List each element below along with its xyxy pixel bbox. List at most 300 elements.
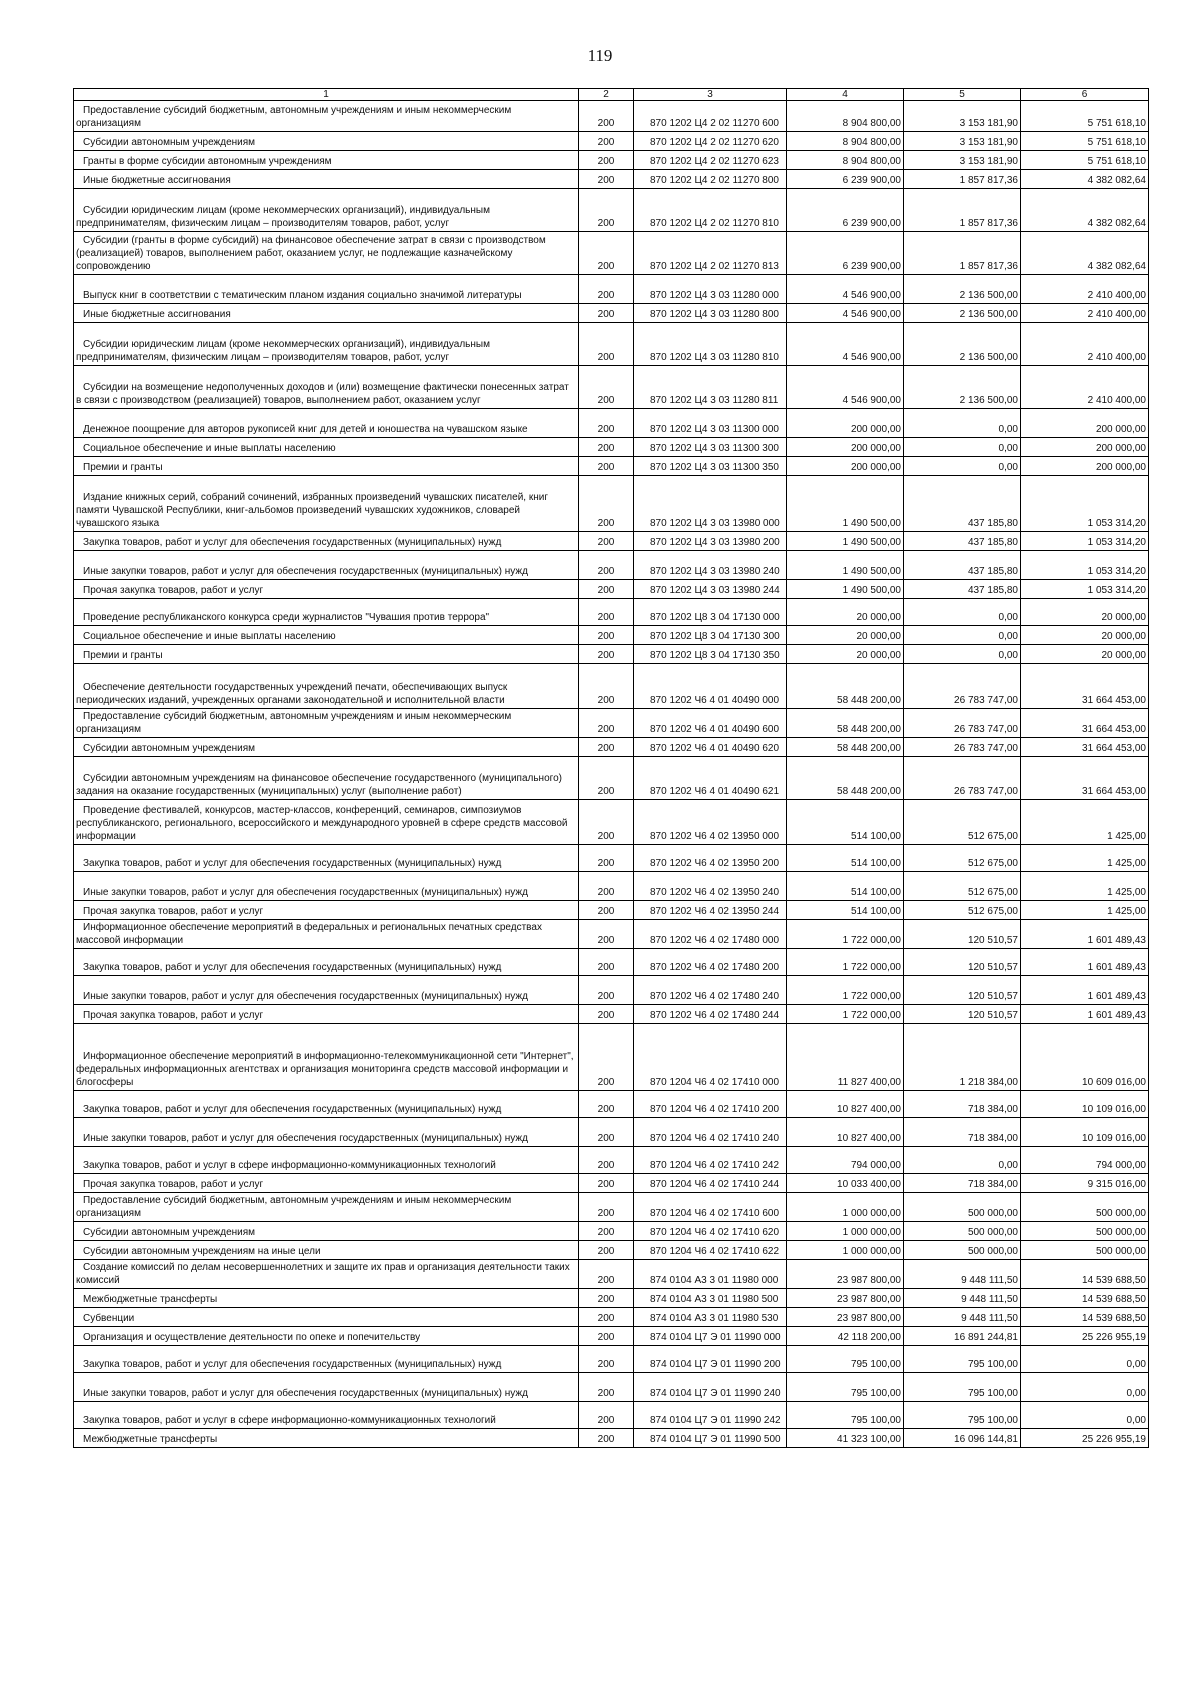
cell-executed-amount: 1 857 817,36 bbox=[904, 170, 1021, 189]
cell-unexecuted-amount: 0,00 bbox=[1021, 1402, 1149, 1429]
row-label: Закупка товаров, работ и услуг для обеспечения государственных (муниципальных) нужд bbox=[83, 537, 502, 548]
cell-name bbox=[74, 532, 579, 551]
cell-line-code: 200 bbox=[579, 409, 634, 438]
cell-executed-amount: 2 136 500,00 bbox=[904, 323, 1021, 366]
cell-unexecuted-amount: 14 539 688,50 bbox=[1021, 1260, 1149, 1289]
cell-line-code: 200 bbox=[579, 1222, 634, 1241]
cell-approved-amount: 514 100,00 bbox=[787, 800, 904, 845]
cell-unexecuted-amount: 1 601 489,43 bbox=[1021, 949, 1149, 976]
cell-approved-amount: 20 000,00 bbox=[787, 645, 904, 664]
cell-name bbox=[74, 949, 579, 976]
cell-approved-amount: 514 100,00 bbox=[787, 872, 904, 901]
table-row bbox=[74, 709, 1149, 738]
cell-unexecuted-amount: 31 664 453,00 bbox=[1021, 709, 1149, 738]
cell-line-code: 200 bbox=[579, 1327, 634, 1346]
cell-name bbox=[74, 438, 579, 457]
cell-budget-code: 874 0104 Ц7 Э 01 11990 242 bbox=[634, 1402, 787, 1429]
row-label: Предоставление субсидий бюджетным, автономным учреждениям и иным некоммерческим организациям bbox=[76, 711, 512, 735]
cell-executed-amount: 26 783 747,00 bbox=[904, 757, 1021, 800]
row-label: Прочая закупка товаров, работ и услуг bbox=[83, 1010, 264, 1021]
cell-line-code: 200 bbox=[579, 901, 634, 920]
cell-line-code: 200 bbox=[579, 1429, 634, 1448]
cell-line-code: 200 bbox=[579, 645, 634, 664]
cell-approved-amount: 10 033 400,00 bbox=[787, 1174, 904, 1193]
cell-unexecuted-amount: 2 410 400,00 bbox=[1021, 366, 1149, 409]
cell-approved-amount: 6 239 900,00 bbox=[787, 189, 904, 232]
row-label: Издание книжных серий, собраний сочинений, избранных произведений чувашских писателей, книг памяти Чувашской Республики, книг-альбомов произведений чувашских художников, словарей чувашского языка bbox=[76, 492, 548, 529]
row-label: Межбюджетные трансферты bbox=[83, 1434, 218, 1445]
cell-executed-amount: 718 384,00 bbox=[904, 1118, 1021, 1147]
cell-budget-code: 870 1202 Ц4 3 03 11280 811 bbox=[634, 366, 787, 409]
cell-budget-code: 870 1202 Ч6 4 02 13950 240 bbox=[634, 872, 787, 901]
table-body bbox=[74, 101, 1149, 1448]
cell-name bbox=[74, 845, 579, 872]
cell-executed-amount: 795 100,00 bbox=[904, 1402, 1021, 1429]
cell-executed-amount: 120 510,57 bbox=[904, 949, 1021, 976]
cell-executed-amount: 120 510,57 bbox=[904, 976, 1021, 1005]
row-label: Гранты в форме субсидии автономным учреждениям bbox=[83, 156, 332, 167]
cell-line-code: 200 bbox=[579, 170, 634, 189]
cell-budget-code: 870 1202 Ц4 2 02 11270 600 bbox=[634, 101, 787, 132]
cell-line-code: 200 bbox=[579, 457, 634, 476]
table-row bbox=[74, 757, 1149, 800]
cell-executed-amount: 3 153 181,90 bbox=[904, 101, 1021, 132]
cell-executed-amount: 512 675,00 bbox=[904, 872, 1021, 901]
cell-budget-code: 870 1202 Ч6 4 02 13950 000 bbox=[634, 800, 787, 845]
table-row bbox=[74, 366, 1149, 409]
cell-executed-amount: 16 096 144,81 bbox=[904, 1429, 1021, 1448]
row-label: Премии и гранты bbox=[83, 462, 163, 473]
row-label: Иные закупки товаров, работ и услуг для обеспечения государственных (муниципальных) нужд bbox=[83, 566, 528, 577]
cell-executed-amount: 500 000,00 bbox=[904, 1193, 1021, 1222]
cell-name bbox=[74, 1260, 579, 1289]
table-row bbox=[74, 132, 1149, 151]
cell-budget-code: 870 1202 Ч6 4 02 17480 200 bbox=[634, 949, 787, 976]
table-row bbox=[74, 580, 1149, 599]
table-row bbox=[74, 1429, 1149, 1448]
cell-budget-code: 870 1204 Ч6 4 02 17410 622 bbox=[634, 1241, 787, 1260]
row-label: Субсидии автономным учреждениям bbox=[83, 743, 256, 754]
cell-unexecuted-amount: 4 382 082,64 bbox=[1021, 232, 1149, 275]
cell-executed-amount: 9 448 111,50 bbox=[904, 1289, 1021, 1308]
row-label: Субсидии юридическим лицам (кроме некоммерческих организаций), индивидуальным предпринимателям, физическим лицам – производителям товаров, работ, услуг bbox=[76, 339, 490, 363]
cell-name bbox=[74, 738, 579, 757]
cell-budget-code: 870 1202 Ц8 3 04 17130 000 bbox=[634, 599, 787, 626]
cell-name bbox=[74, 366, 579, 409]
cell-approved-amount: 200 000,00 bbox=[787, 438, 904, 457]
cell-budget-code: 870 1202 Ц4 3 03 13980 244 bbox=[634, 580, 787, 599]
table-row bbox=[74, 845, 1149, 872]
cell-line-code: 200 bbox=[579, 1373, 634, 1402]
cell-budget-code: 870 1202 Ч6 4 02 17480 244 bbox=[634, 1005, 787, 1024]
cell-budget-code: 870 1202 Ц4 2 02 11270 800 bbox=[634, 170, 787, 189]
cell-budget-code: 870 1204 Ч6 4 02 17410 242 bbox=[634, 1147, 787, 1174]
cell-name bbox=[74, 580, 579, 599]
cell-budget-code: 870 1202 Ч6 4 01 40490 000 bbox=[634, 664, 787, 709]
header-cell: 2 bbox=[579, 89, 634, 101]
table-row bbox=[74, 645, 1149, 664]
cell-budget-code: 870 1202 Ч6 4 02 13950 244 bbox=[634, 901, 787, 920]
cell-unexecuted-amount: 500 000,00 bbox=[1021, 1193, 1149, 1222]
row-label: Иные закупки товаров, работ и услуг для обеспечения государственных (муниципальных) нужд bbox=[83, 1133, 528, 1144]
cell-unexecuted-amount: 500 000,00 bbox=[1021, 1241, 1149, 1260]
row-label: Иные закупки товаров, работ и услуг для обеспечения государственных (муниципальных) нужд bbox=[83, 1388, 528, 1399]
cell-budget-code: 870 1202 Ц8 3 04 17130 350 bbox=[634, 645, 787, 664]
cell-executed-amount: 500 000,00 bbox=[904, 1241, 1021, 1260]
table-row bbox=[74, 738, 1149, 757]
row-label: Организация и осуществление деятельности по опеке и попечительству bbox=[83, 1332, 421, 1343]
table-row bbox=[74, 1241, 1149, 1260]
cell-name bbox=[74, 1429, 579, 1448]
cell-approved-amount: 42 118 200,00 bbox=[787, 1327, 904, 1346]
cell-unexecuted-amount: 1 053 314,20 bbox=[1021, 476, 1149, 532]
cell-line-code: 200 bbox=[579, 1260, 634, 1289]
cell-executed-amount: 0,00 bbox=[904, 457, 1021, 476]
cell-unexecuted-amount: 5 751 618,10 bbox=[1021, 151, 1149, 170]
cell-name bbox=[74, 457, 579, 476]
cell-executed-amount: 718 384,00 bbox=[904, 1174, 1021, 1193]
cell-name bbox=[74, 976, 579, 1005]
cell-executed-amount: 437 185,80 bbox=[904, 580, 1021, 599]
cell-approved-amount: 6 239 900,00 bbox=[787, 232, 904, 275]
cell-budget-code: 870 1202 Ц4 3 03 13980 200 bbox=[634, 532, 787, 551]
cell-unexecuted-amount: 1 425,00 bbox=[1021, 872, 1149, 901]
cell-budget-code: 870 1202 Ч6 4 01 40490 600 bbox=[634, 709, 787, 738]
cell-line-code: 200 bbox=[579, 232, 634, 275]
cell-unexecuted-amount: 5 751 618,10 bbox=[1021, 132, 1149, 151]
table-row bbox=[74, 800, 1149, 845]
cell-executed-amount: 120 510,57 bbox=[904, 1005, 1021, 1024]
cell-executed-amount: 437 185,80 bbox=[904, 551, 1021, 580]
cell-unexecuted-amount: 2 410 400,00 bbox=[1021, 275, 1149, 304]
cell-budget-code: 870 1204 Ч6 4 02 17410 000 bbox=[634, 1024, 787, 1091]
cell-executed-amount: 0,00 bbox=[904, 438, 1021, 457]
cell-approved-amount: 41 323 100,00 bbox=[787, 1429, 904, 1448]
cell-line-code: 200 bbox=[579, 626, 634, 645]
cell-approved-amount: 4 546 900,00 bbox=[787, 323, 904, 366]
table-row bbox=[74, 872, 1149, 901]
cell-budget-code: 870 1202 Ч6 4 01 40490 621 bbox=[634, 757, 787, 800]
cell-name bbox=[74, 151, 579, 170]
cell-executed-amount: 26 783 747,00 bbox=[904, 709, 1021, 738]
cell-line-code: 200 bbox=[579, 304, 634, 323]
cell-approved-amount: 1 490 500,00 bbox=[787, 532, 904, 551]
cell-budget-code: 874 0104 Ц7 Э 01 11990 240 bbox=[634, 1373, 787, 1402]
cell-name bbox=[74, 1147, 579, 1174]
cell-approved-amount: 794 000,00 bbox=[787, 1147, 904, 1174]
cell-approved-amount: 1 722 000,00 bbox=[787, 1005, 904, 1024]
cell-budget-code: 870 1202 Ц4 2 02 11270 620 bbox=[634, 132, 787, 151]
cell-executed-amount: 718 384,00 bbox=[904, 1091, 1021, 1118]
cell-approved-amount: 514 100,00 bbox=[787, 901, 904, 920]
cell-executed-amount: 0,00 bbox=[904, 645, 1021, 664]
cell-line-code: 200 bbox=[579, 976, 634, 1005]
row-label: Закупка товаров, работ и услуг для обеспечения государственных (муниципальных) нужд bbox=[83, 962, 502, 973]
cell-executed-amount: 26 783 747,00 bbox=[904, 664, 1021, 709]
cell-name bbox=[74, 323, 579, 366]
table-row bbox=[74, 1193, 1149, 1222]
cell-name bbox=[74, 1346, 579, 1373]
cell-unexecuted-amount: 500 000,00 bbox=[1021, 1222, 1149, 1241]
cell-approved-amount: 200 000,00 bbox=[787, 457, 904, 476]
cell-line-code: 200 bbox=[579, 532, 634, 551]
table-row bbox=[74, 1091, 1149, 1118]
cell-approved-amount: 514 100,00 bbox=[787, 845, 904, 872]
cell-name bbox=[74, 132, 579, 151]
cell-budget-code: 870 1202 Ч6 4 02 17480 000 bbox=[634, 920, 787, 949]
cell-name bbox=[74, 757, 579, 800]
cell-budget-code: 870 1202 Ч6 4 02 13950 200 bbox=[634, 845, 787, 872]
row-label: Иные закупки товаров, работ и услуг для обеспечения государственных (муниципальных) нужд bbox=[83, 991, 528, 1002]
cell-line-code: 200 bbox=[579, 151, 634, 170]
cell-line-code: 200 bbox=[579, 1005, 634, 1024]
row-label: Иные бюджетные ассигнования bbox=[83, 309, 231, 320]
cell-budget-code: 874 0104 Ц7 Э 01 11990 500 bbox=[634, 1429, 787, 1448]
cell-budget-code: 870 1202 Ц4 3 03 11280 800 bbox=[634, 304, 787, 323]
row-label: Предоставление субсидий бюджетным, автономным учреждениям и иным некоммерческим организациям bbox=[76, 1195, 512, 1219]
cell-approved-amount: 1 490 500,00 bbox=[787, 551, 904, 580]
cell-executed-amount: 0,00 bbox=[904, 599, 1021, 626]
cell-unexecuted-amount: 1 425,00 bbox=[1021, 800, 1149, 845]
cell-unexecuted-amount: 200 000,00 bbox=[1021, 457, 1149, 476]
row-label: Прочая закупка товаров, работ и услуг bbox=[83, 906, 264, 917]
row-label: Проведение фестивалей, конкурсов, мастер-классов, конференций, семинаров, симпозиумов республиканского, регионального, всероссийского и международного уровней в сфере средств массовой информации bbox=[76, 805, 568, 842]
cell-line-code: 200 bbox=[579, 189, 634, 232]
cell-unexecuted-amount: 1 601 489,43 bbox=[1021, 976, 1149, 1005]
table-row bbox=[74, 457, 1149, 476]
header-cell: 4 bbox=[787, 89, 904, 101]
cell-budget-code: 870 1204 Ч6 4 02 17410 244 bbox=[634, 1174, 787, 1193]
cell-name bbox=[74, 800, 579, 845]
cell-unexecuted-amount: 14 539 688,50 bbox=[1021, 1308, 1149, 1327]
table-row bbox=[74, 920, 1149, 949]
cell-approved-amount: 23 987 800,00 bbox=[787, 1260, 904, 1289]
row-label: Предоставление субсидий бюджетным, автономным учреждениям и иным некоммерческим организациям bbox=[76, 105, 512, 129]
cell-unexecuted-amount: 2 410 400,00 bbox=[1021, 323, 1149, 366]
row-label: Обеспечение деятельности государственных учреждений печати, обеспечивающих выпуск периодических изданий, учрежденных органами законодательной и исполнительной власти bbox=[76, 682, 508, 706]
table-row bbox=[74, 1289, 1149, 1308]
cell-name bbox=[74, 275, 579, 304]
table-row bbox=[74, 1402, 1149, 1429]
table-row bbox=[74, 409, 1149, 438]
cell-name bbox=[74, 1373, 579, 1402]
cell-line-code: 200 bbox=[579, 1091, 634, 1118]
cell-approved-amount: 23 987 800,00 bbox=[787, 1289, 904, 1308]
row-label: Проведение республиканского конкурса среди журналистов "Чувашия против террора" bbox=[83, 612, 490, 623]
cell-name bbox=[74, 645, 579, 664]
cell-name bbox=[74, 1327, 579, 1346]
table-row bbox=[74, 1308, 1149, 1327]
cell-approved-amount: 4 546 900,00 bbox=[787, 304, 904, 323]
cell-budget-code: 870 1204 Ч6 4 02 17410 200 bbox=[634, 1091, 787, 1118]
cell-line-code: 200 bbox=[579, 438, 634, 457]
cell-line-code: 200 bbox=[579, 800, 634, 845]
cell-unexecuted-amount: 25 226 955,19 bbox=[1021, 1327, 1149, 1346]
cell-executed-amount: 3 153 181,90 bbox=[904, 132, 1021, 151]
cell-approved-amount: 8 904 800,00 bbox=[787, 132, 904, 151]
cell-unexecuted-amount: 20 000,00 bbox=[1021, 599, 1149, 626]
table-row bbox=[74, 438, 1149, 457]
cell-name bbox=[74, 626, 579, 645]
cell-executed-amount: 512 675,00 bbox=[904, 901, 1021, 920]
table-row bbox=[74, 1327, 1149, 1346]
table-row bbox=[74, 599, 1149, 626]
cell-executed-amount: 9 448 111,50 bbox=[904, 1260, 1021, 1289]
cell-approved-amount: 11 827 400,00 bbox=[787, 1024, 904, 1091]
table-row bbox=[74, 1024, 1149, 1091]
cell-approved-amount: 58 448 200,00 bbox=[787, 757, 904, 800]
cell-budget-code: 870 1202 Ч6 4 02 17480 240 bbox=[634, 976, 787, 1005]
cell-unexecuted-amount: 1 425,00 bbox=[1021, 901, 1149, 920]
row-label: Межбюджетные трансферты bbox=[83, 1294, 218, 1305]
cell-unexecuted-amount: 14 539 688,50 bbox=[1021, 1289, 1149, 1308]
cell-name bbox=[74, 664, 579, 709]
cell-name bbox=[74, 1005, 579, 1024]
cell-budget-code: 870 1202 Ц4 3 03 11300 300 bbox=[634, 438, 787, 457]
cell-executed-amount: 1 857 817,36 bbox=[904, 232, 1021, 275]
cell-approved-amount: 8 904 800,00 bbox=[787, 101, 904, 132]
cell-name bbox=[74, 872, 579, 901]
cell-unexecuted-amount: 4 382 082,64 bbox=[1021, 189, 1149, 232]
cell-line-code: 200 bbox=[579, 1174, 634, 1193]
table-row bbox=[74, 1005, 1149, 1024]
cell-approved-amount: 795 100,00 bbox=[787, 1373, 904, 1402]
table-row bbox=[74, 304, 1149, 323]
table-row bbox=[74, 323, 1149, 366]
cell-executed-amount: 1 218 384,00 bbox=[904, 1024, 1021, 1091]
cell-executed-amount: 437 185,80 bbox=[904, 476, 1021, 532]
row-label: Закупка товаров, работ и услуг для обеспечения государственных (муниципальных) нужд bbox=[83, 1359, 502, 1370]
cell-line-code: 200 bbox=[579, 1241, 634, 1260]
cell-unexecuted-amount: 2 410 400,00 bbox=[1021, 304, 1149, 323]
cell-approved-amount: 1 722 000,00 bbox=[787, 976, 904, 1005]
cell-line-code: 200 bbox=[579, 1402, 634, 1429]
cell-approved-amount: 58 448 200,00 bbox=[787, 738, 904, 757]
cell-budget-code: 870 1202 Ц4 3 03 11280 000 bbox=[634, 275, 787, 304]
table-row bbox=[74, 626, 1149, 645]
cell-name bbox=[74, 1024, 579, 1091]
cell-approved-amount: 58 448 200,00 bbox=[787, 664, 904, 709]
cell-name bbox=[74, 101, 579, 132]
table-row bbox=[74, 551, 1149, 580]
cell-budget-code: 870 1202 Ц4 3 03 11300 350 bbox=[634, 457, 787, 476]
row-label: Социальное обеспечение и иные выплаты населению bbox=[83, 631, 336, 642]
cell-name bbox=[74, 232, 579, 275]
row-label: Закупка товаров, работ и услуг для обеспечения государственных (муниципальных) нужд bbox=[83, 858, 502, 869]
cell-budget-code: 874 0104 А3 3 01 11980 500 bbox=[634, 1289, 787, 1308]
cell-approved-amount: 58 448 200,00 bbox=[787, 709, 904, 738]
cell-line-code: 200 bbox=[579, 1147, 634, 1174]
cell-budget-code: 870 1202 Ц4 2 02 11270 813 bbox=[634, 232, 787, 275]
row-label: Прочая закупка товаров, работ и услуг bbox=[83, 1179, 264, 1190]
cell-unexecuted-amount: 1 601 489,43 bbox=[1021, 1005, 1149, 1024]
cell-line-code: 200 bbox=[579, 1346, 634, 1373]
cell-unexecuted-amount: 0,00 bbox=[1021, 1373, 1149, 1402]
cell-name bbox=[74, 409, 579, 438]
cell-approved-amount: 20 000,00 bbox=[787, 599, 904, 626]
cell-budget-code: 870 1204 Ч6 4 02 17410 620 bbox=[634, 1222, 787, 1241]
cell-line-code: 200 bbox=[579, 366, 634, 409]
cell-unexecuted-amount: 200 000,00 bbox=[1021, 438, 1149, 457]
cell-line-code: 200 bbox=[579, 845, 634, 872]
cell-approved-amount: 1 000 000,00 bbox=[787, 1193, 904, 1222]
cell-executed-amount: 437 185,80 bbox=[904, 532, 1021, 551]
cell-approved-amount: 6 239 900,00 bbox=[787, 170, 904, 189]
cell-unexecuted-amount: 31 664 453,00 bbox=[1021, 757, 1149, 800]
header-cell: 3 bbox=[634, 89, 787, 101]
cell-budget-code: 870 1202 Ц4 3 03 11280 810 bbox=[634, 323, 787, 366]
header-cell: 1 bbox=[74, 89, 579, 101]
cell-unexecuted-amount: 5 751 618,10 bbox=[1021, 101, 1149, 132]
cell-approved-amount: 200 000,00 bbox=[787, 409, 904, 438]
cell-approved-amount: 10 827 400,00 bbox=[787, 1118, 904, 1147]
cell-name bbox=[74, 304, 579, 323]
cell-approved-amount: 795 100,00 bbox=[787, 1402, 904, 1429]
cell-executed-amount: 512 675,00 bbox=[904, 845, 1021, 872]
budget-execution-table bbox=[73, 88, 1149, 1448]
cell-line-code: 200 bbox=[579, 872, 634, 901]
cell-unexecuted-amount: 9 315 016,00 bbox=[1021, 1174, 1149, 1193]
table-row bbox=[74, 170, 1149, 189]
cell-name bbox=[74, 476, 579, 532]
cell-line-code: 200 bbox=[579, 1308, 634, 1327]
cell-name bbox=[74, 599, 579, 626]
cell-executed-amount: 16 891 244,81 bbox=[904, 1327, 1021, 1346]
cell-name bbox=[74, 1222, 579, 1241]
cell-line-code: 200 bbox=[579, 101, 634, 132]
cell-unexecuted-amount: 31 664 453,00 bbox=[1021, 664, 1149, 709]
cell-executed-amount: 500 000,00 bbox=[904, 1222, 1021, 1241]
cell-executed-amount: 2 136 500,00 bbox=[904, 275, 1021, 304]
cell-budget-code: 870 1202 Ц4 2 02 11270 623 bbox=[634, 151, 787, 170]
cell-unexecuted-amount: 1 053 314,20 bbox=[1021, 551, 1149, 580]
cell-name bbox=[74, 1091, 579, 1118]
cell-name bbox=[74, 551, 579, 580]
row-label: Субсидии автономным учреждениям на иные цели bbox=[83, 1246, 321, 1257]
cell-line-code: 200 bbox=[579, 1289, 634, 1308]
cell-approved-amount: 1 000 000,00 bbox=[787, 1222, 904, 1241]
cell-name bbox=[74, 920, 579, 949]
cell-approved-amount: 1 490 500,00 bbox=[787, 580, 904, 599]
cell-line-code: 200 bbox=[579, 1024, 634, 1091]
cell-executed-amount: 795 100,00 bbox=[904, 1346, 1021, 1373]
cell-approved-amount: 4 546 900,00 bbox=[787, 366, 904, 409]
cell-executed-amount: 3 153 181,90 bbox=[904, 151, 1021, 170]
table-row bbox=[74, 949, 1149, 976]
header-cell: 6 bbox=[1021, 89, 1149, 101]
row-label: Субсидии юридическим лицам (кроме некоммерческих организаций), индивидуальным предпринимателям, физическим лицам – производителям товаров, работ, услуг bbox=[76, 205, 490, 229]
table-row bbox=[74, 1118, 1149, 1147]
cell-line-code: 200 bbox=[579, 1193, 634, 1222]
cell-executed-amount: 0,00 bbox=[904, 1147, 1021, 1174]
cell-unexecuted-amount: 1 053 314,20 bbox=[1021, 532, 1149, 551]
row-label: Премии и гранты bbox=[83, 650, 163, 661]
row-label: Субсидии на возмещение недополученных доходов и (или) возмещение фактически понесенных затрат в связи с производством (реализацией) товаров, выполнением работ, оказанием услуг bbox=[76, 382, 569, 406]
cell-unexecuted-amount: 794 000,00 bbox=[1021, 1147, 1149, 1174]
cell-executed-amount: 9 448 111,50 bbox=[904, 1308, 1021, 1327]
cell-executed-amount: 795 100,00 bbox=[904, 1373, 1021, 1402]
cell-budget-code: 874 0104 Ц7 Э 01 11990 000 bbox=[634, 1327, 787, 1346]
cell-name bbox=[74, 1241, 579, 1260]
table-row bbox=[74, 1346, 1149, 1373]
cell-budget-code: 870 1202 Ч6 4 01 40490 620 bbox=[634, 738, 787, 757]
row-label: Закупка товаров, работ и услуг в сфере информационно-коммуникационных технологий bbox=[83, 1415, 496, 1426]
cell-budget-code: 870 1204 Ч6 4 02 17410 600 bbox=[634, 1193, 787, 1222]
cell-budget-code: 870 1202 Ц4 3 03 13980 000 bbox=[634, 476, 787, 532]
cell-line-code: 200 bbox=[579, 580, 634, 599]
cell-unexecuted-amount: 10 609 016,00 bbox=[1021, 1024, 1149, 1091]
cell-line-code: 200 bbox=[579, 709, 634, 738]
